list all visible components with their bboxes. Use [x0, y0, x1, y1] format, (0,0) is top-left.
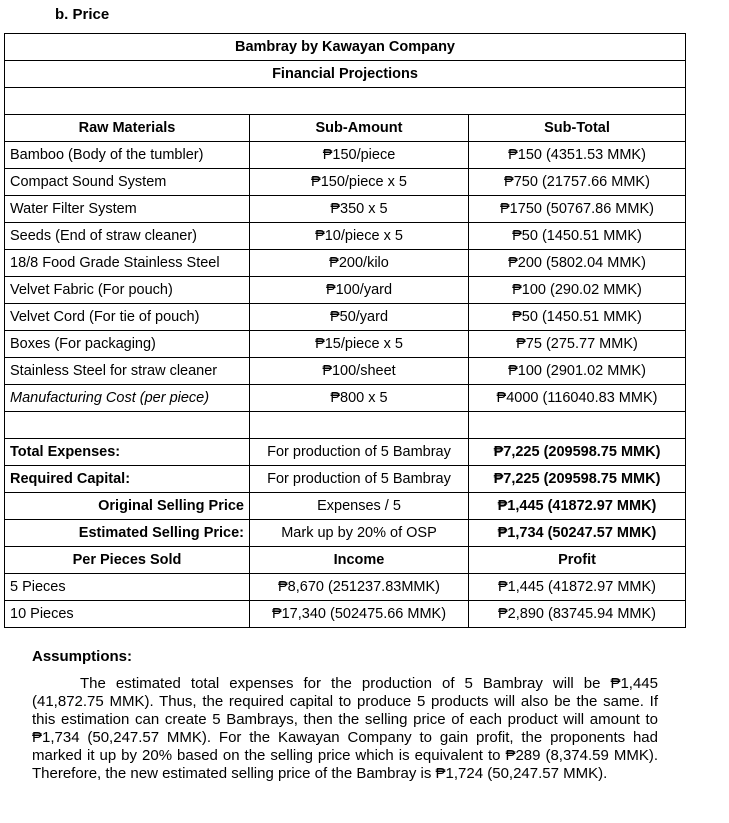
- table-row: [5, 331, 686, 358]
- total-expenses-row: [5, 439, 686, 466]
- material-name: Boxes (For packaging): [5, 331, 250, 358]
- original-selling-price-value: ₱1,445 (41872.97 MMK): [469, 493, 686, 520]
- material-sub-total: ₱750 (21757.66 MMK): [469, 169, 686, 196]
- material-sub-amount: ₱100/yard: [250, 277, 469, 304]
- table-row: [5, 223, 686, 250]
- table-row: [5, 601, 686, 628]
- header-profit: Profit: [469, 547, 686, 574]
- material-name: Compact Sound System: [5, 169, 250, 196]
- financial-projections-title: Financial Projections: [5, 61, 686, 88]
- material-sub-total: ₱200 (5802.04 MMK): [469, 250, 686, 277]
- income-value: ₱8,670 (251237.83MMK): [250, 574, 469, 601]
- sold-header-row: [5, 547, 686, 574]
- required-capital-row: [5, 466, 686, 493]
- total-expenses-note: For production of 5 Bambray: [250, 439, 469, 466]
- original-selling-price-note: Expenses / 5: [250, 493, 469, 520]
- material-name: 18/8 Food Grade Stainless Steel: [5, 250, 250, 277]
- blank-cell: [250, 412, 469, 439]
- assumptions-paragraph: The estimated total expenses for the production of 5 Bambray will be ₱1,445 (41,872.75 MMK). Thus, the required capital to produce 5 products will also be the same. If this estimation can create 5 Bambrays, then the selling price of each product will amount to ₱1,734 (50,247.57 MMK). For the Kawayan Company to gain profit, the proponents had marked it up by 20% based on the selling price which is equivalent to ₱289 (8,374.59 MMK). Therefore, the new estimated selling price of the Bambray is ₱1,724 (50,247.57 MMK).: [32, 675, 658, 782]
- material-sub-total: ₱50 (1450.51 MMK): [469, 223, 686, 250]
- total-expenses-label: Total Expenses:: [5, 439, 250, 466]
- manufacturing-cost-label: Manufacturing Cost (per piece): [5, 385, 250, 412]
- table-title-row: [5, 34, 686, 61]
- material-sub-amount: ₱10/piece x 5: [250, 223, 469, 250]
- header-row: [5, 115, 686, 142]
- income-value: ₱17,340 (502475.66 MMK): [250, 601, 469, 628]
- header-per-pieces-sold: Per Pieces Sold: [5, 547, 250, 574]
- material-name: Water Filter System: [5, 196, 250, 223]
- blank-cell: [5, 412, 250, 439]
- material-sub-amount: ₱200/kilo: [250, 250, 469, 277]
- header-sub-amount: Sub-Amount: [250, 115, 469, 142]
- material-sub-total: ₱75 (275.77 MMK): [469, 331, 686, 358]
- required-capital-note: For production of 5 Bambray: [250, 466, 469, 493]
- material-name: Velvet Cord (For tie of pouch): [5, 304, 250, 331]
- required-capital-label: Required Capital:: [5, 466, 250, 493]
- original-selling-price-label: Original Selling Price: [5, 493, 250, 520]
- blank-row: [5, 412, 686, 439]
- pieces-sold: 10 Pieces: [5, 601, 250, 628]
- header-income: Income: [250, 547, 469, 574]
- material-sub-amount: ₱150/piece x 5: [250, 169, 469, 196]
- original-selling-price-row: [5, 493, 686, 520]
- assumptions-title: Assumptions:: [32, 648, 133, 665]
- table-row: [5, 277, 686, 304]
- table-row: [5, 250, 686, 277]
- assumptions-section: [32, 648, 658, 783]
- header-sub-total: Sub-Total: [469, 115, 686, 142]
- blank-cell: [469, 412, 686, 439]
- material-sub-amount: ₱350 x 5: [250, 196, 469, 223]
- material-name: Bamboo (Body of the tumbler): [5, 142, 250, 169]
- required-capital-value: ₱7,225 (209598.75 MMK): [469, 466, 686, 493]
- total-expenses-value: ₱7,225 (209598.75 MMK): [469, 439, 686, 466]
- table-row: [5, 358, 686, 385]
- table-row: [5, 169, 686, 196]
- material-sub-total: ₱150 (4351.53 MMK): [469, 142, 686, 169]
- material-name: Stainless Steel for straw cleaner: [5, 358, 250, 385]
- material-sub-amount: ₱15/piece x 5: [250, 331, 469, 358]
- material-name: Velvet Fabric (For pouch): [5, 277, 250, 304]
- section-heading: b. Price: [55, 6, 110, 23]
- manufacturing-cost-amount: ₱800 x 5: [250, 385, 469, 412]
- material-name: Seeds (End of straw cleaner): [5, 223, 250, 250]
- blank-cell: [5, 88, 686, 115]
- header-raw-materials: Raw Materials: [5, 115, 250, 142]
- table-subtitle-row: [5, 61, 686, 88]
- material-sub-amount: ₱150/piece: [250, 142, 469, 169]
- estimated-selling-price-note: Mark up by 20% of OSP: [250, 520, 469, 547]
- manufacturing-cost-total: ₱4000 (116040.83 MMK): [469, 385, 686, 412]
- estimated-selling-price-row: [5, 520, 686, 547]
- company-title: Bambray by Kawayan Company: [5, 34, 686, 61]
- blank-row: [5, 88, 686, 115]
- table-row: [5, 574, 686, 601]
- material-sub-total: ₱1750 (50767.86 MMK): [469, 196, 686, 223]
- estimated-selling-price-label: Estimated Selling Price:: [5, 520, 250, 547]
- estimated-selling-price-value: ₱1,734 (50247.57 MMK): [469, 520, 686, 547]
- material-sub-amount: ₱100/sheet: [250, 358, 469, 385]
- table-row: [5, 142, 686, 169]
- manufacturing-cost-row: [5, 385, 686, 412]
- material-sub-total: ₱100 (2901.02 MMK): [469, 358, 686, 385]
- profit-value: ₱2,890 (83745.94 MMK): [469, 601, 686, 628]
- profit-value: ₱1,445 (41872.97 MMK): [469, 574, 686, 601]
- material-sub-amount: ₱50/yard: [250, 304, 469, 331]
- table-row: [5, 304, 686, 331]
- pieces-sold: 5 Pieces: [5, 574, 250, 601]
- material-sub-total: ₱100 (290.02 MMK): [469, 277, 686, 304]
- table-row: [5, 196, 686, 223]
- financial-projections-table: [4, 33, 686, 628]
- material-sub-total: ₱50 (1450.51 MMK): [469, 304, 686, 331]
